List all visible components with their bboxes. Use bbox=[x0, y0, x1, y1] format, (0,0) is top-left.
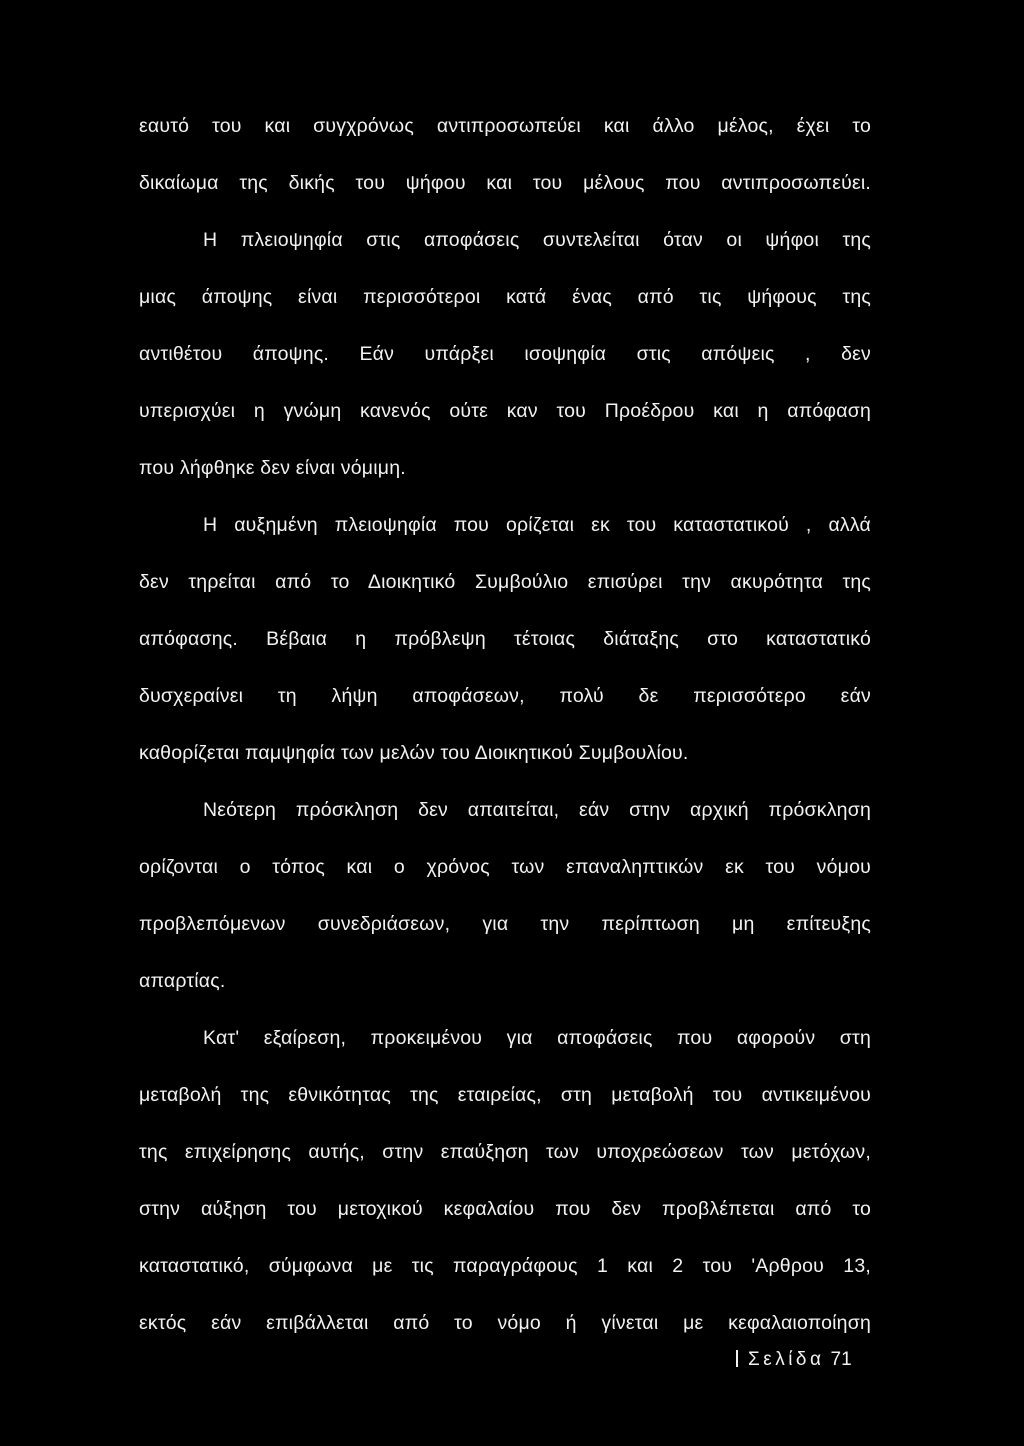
page-label: Σελίδα bbox=[748, 1349, 825, 1370]
text-line: Η πλειοψηφία στις αποφάσεις συντελείται όταν οι ψήφοι της bbox=[203, 229, 871, 251]
text-line: μιας άποψης είναι περισσότεροι κατά ένας από τις ψήφους της bbox=[139, 286, 871, 308]
text-line: που λήφθηκε δεν είναι νόμιμη. bbox=[139, 457, 406, 479]
text-line: Νεότερη πρόσκληση δεν απαιτείται, εάν στην αρχική πρόσκληση bbox=[203, 799, 871, 821]
text-line: εαυτό του και συγχρόνως αντιπροσωπεύει και άλλο μέλος, έχει το bbox=[139, 115, 871, 137]
text-line: απόφασης. Βέβαια η πρόβλεψη τέτοιας διάταξης στο καταστατικό bbox=[139, 628, 871, 650]
text-line: Η αυξημένη πλειοψηφία που ορίζεται εκ του καταστατικού , αλλά bbox=[203, 514, 871, 536]
footer-divider bbox=[736, 1350, 738, 1367]
text-line: προβλεπόμενων συνεδριάσεων, για την περίπτωση μη επίτευξης bbox=[139, 913, 871, 935]
text-line: μεταβολή της εθνικότητας της εταιρείας, στη μεταβολή του αντικειμένου bbox=[139, 1084, 871, 1106]
text-line: δεν τηρείται από το Διοικητικό Συμβούλιο επισύρει την ακυρότητα της bbox=[139, 571, 871, 593]
text-line: Κατ' εξαίρεση, προκειμένου για αποφάσεις που αφορούν στη bbox=[203, 1027, 871, 1049]
text-line: στην αύξηση του μετοχικού κεφαλαίου που δεν προβλέπεται από το bbox=[139, 1198, 871, 1220]
text-line: εκτός εάν επιβάλλεται από το νόμο ή γίνεται με κεφαλαιοποίηση bbox=[139, 1312, 871, 1334]
text-line: ορίζονται ο τόπος και ο χρόνος των επαναληπτικών εκ του νόμου bbox=[139, 856, 871, 878]
page-footer bbox=[736, 1348, 852, 1372]
text-line: υπερισχύει η γνώμη κανενός ούτε καν του Προέδρου και η απόφαση bbox=[139, 400, 871, 422]
page-number: 71 bbox=[830, 1349, 852, 1370]
text-line: καθορίζεται παμψηφία των μελών του Διοικητικού Συμβουλίου. bbox=[139, 742, 689, 764]
text-line: δυσχεραίνει τη λήψη αποφάσεων, πολύ δε περισσότερο εάν bbox=[139, 685, 871, 707]
text-line: της επιχείρησης αυτής, στην επαύξηση των υποχρεώσεων των μετόχων, bbox=[139, 1141, 871, 1163]
text-line: απαρτίας. bbox=[139, 970, 226, 992]
text-line: καταστατικό, σύμφωνα με τις παραγράφους 1 και 2 του 'Αρθρου 13, bbox=[139, 1255, 871, 1277]
text-line: αντιθέτου άποψης. Εάν υπάρξει ισοψηφία στις απόψεις , δεν bbox=[139, 343, 871, 365]
text-line: δικαίωμα της δικής του ψήφου και του μέλους που αντιπροσωπεύει. bbox=[139, 172, 871, 194]
